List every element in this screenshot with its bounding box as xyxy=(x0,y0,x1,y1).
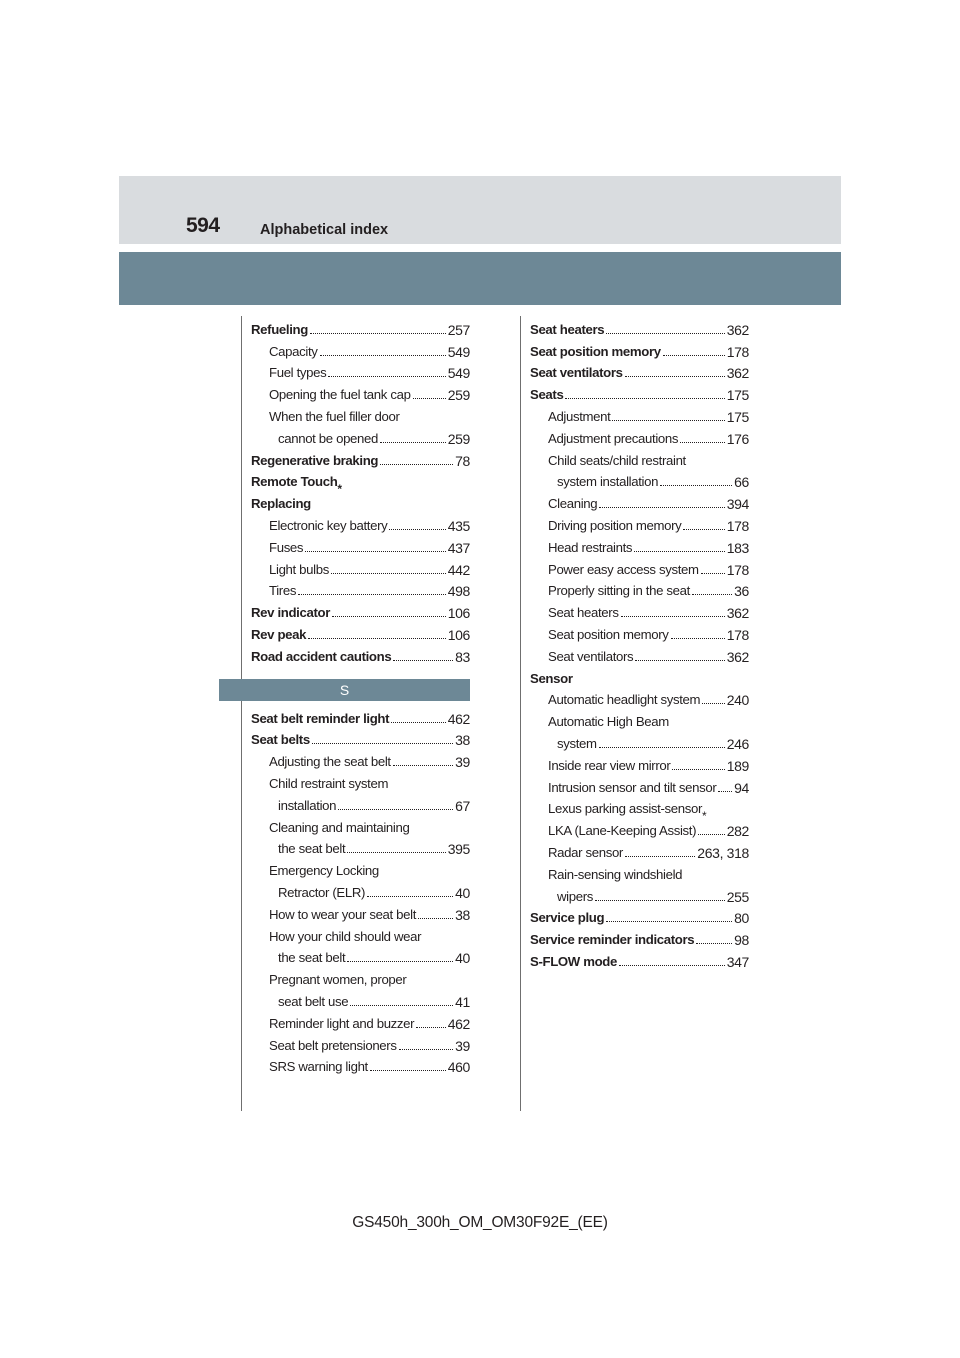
dot-leader xyxy=(565,398,724,399)
dot-leader xyxy=(702,703,725,704)
entry-page-number: 39 xyxy=(455,1037,470,1054)
entry-label: Capacity xyxy=(269,343,318,359)
entry-label: Seat heaters xyxy=(548,605,619,621)
index-entry xyxy=(530,425,749,447)
entry-page-number: 98 xyxy=(734,932,749,949)
entry-label: system installation xyxy=(557,474,659,490)
dot-leader xyxy=(418,918,453,919)
index-entry xyxy=(251,643,470,665)
entry-label: Service plug xyxy=(530,910,605,926)
entry-label: Seat heaters xyxy=(530,321,605,337)
dot-leader xyxy=(380,442,446,443)
index-entry xyxy=(251,599,470,621)
dot-leader xyxy=(660,485,732,486)
entry-page-number: 498 xyxy=(447,583,470,600)
entry-page-number: 41 xyxy=(455,993,470,1010)
index-column-left xyxy=(251,316,470,1075)
index-entry xyxy=(251,381,470,403)
section-title: Alphabetical index xyxy=(260,222,389,238)
index-entry xyxy=(251,534,470,556)
entry-label: Sensor xyxy=(530,670,573,686)
entry-label: Radar sensor xyxy=(548,844,623,860)
entry-label: Rain-sensing windshield xyxy=(548,866,683,882)
entry-page-number: 549 xyxy=(447,365,470,382)
entry-page-number: 40 xyxy=(455,950,470,967)
entry-page-number: 175 xyxy=(726,387,749,404)
entry-label: the seat belt xyxy=(278,841,346,857)
entry-label: SRS warning light xyxy=(269,1059,368,1075)
dot-leader xyxy=(595,900,725,901)
dot-leader xyxy=(331,573,446,574)
index-entries-s xyxy=(251,705,470,1076)
entry-label: Reminder light and buzzer xyxy=(269,1015,415,1031)
entry-label: Adjustment precautions xyxy=(548,430,679,446)
entry-page-number: 255 xyxy=(726,888,749,905)
letter-heading-s: S xyxy=(219,679,470,701)
dot-leader xyxy=(663,355,725,356)
dot-leader xyxy=(399,1049,454,1050)
dot-leader xyxy=(612,420,724,421)
entry-page-number: 240 xyxy=(726,692,749,709)
dot-leader xyxy=(696,943,732,944)
index-entry xyxy=(251,1032,470,1054)
entry-label: Head restraints xyxy=(548,539,633,555)
entry-page-number: 36 xyxy=(734,583,749,600)
entry-label: installation xyxy=(278,797,337,813)
index-entry xyxy=(530,774,749,796)
entry-label: Pregnant women, proper xyxy=(269,972,407,988)
index-entry xyxy=(530,338,749,360)
index-entry xyxy=(530,839,749,861)
index-entry xyxy=(251,814,470,836)
index-entry xyxy=(530,926,749,948)
index-entry xyxy=(251,425,470,447)
index-entry xyxy=(251,512,470,534)
index-entry xyxy=(251,945,470,967)
entry-page-number: 394 xyxy=(726,496,749,513)
entry-page-number: 83 xyxy=(455,648,470,665)
index-column-right xyxy=(530,316,749,970)
entry-label: system xyxy=(557,735,597,751)
dot-leader xyxy=(389,529,445,530)
dot-leader xyxy=(635,660,724,661)
index-entry xyxy=(530,447,749,469)
index-entry xyxy=(530,490,749,512)
entry-label: Intrusion sensor and tilt sensor xyxy=(548,779,717,795)
dot-leader xyxy=(380,464,453,465)
entry-label: Opening the fuel tank cap xyxy=(269,387,411,403)
entry-label: When the fuel filler door xyxy=(269,408,400,424)
dot-leader xyxy=(625,856,695,857)
index-entry xyxy=(530,905,749,927)
entry-page-number: 39 xyxy=(455,754,470,771)
index-entry xyxy=(530,381,749,403)
dot-leader xyxy=(683,529,724,530)
entry-label: Regenerative braking xyxy=(251,452,379,468)
entry-page-number: 67 xyxy=(455,797,470,814)
entry-label: Rev peak xyxy=(251,626,307,642)
dot-leader xyxy=(305,551,446,552)
index-entry xyxy=(251,901,470,923)
entry-label: Driving position memory xyxy=(548,517,682,533)
dot-leader xyxy=(606,333,724,334)
entry-label: cannot be opened xyxy=(278,430,378,446)
entry-label: Power easy access system xyxy=(548,561,699,577)
entry-page-number: 178 xyxy=(726,626,749,643)
entry-page-number: 178 xyxy=(726,517,749,534)
dot-leader xyxy=(328,376,445,377)
entry-label: Remote Touch xyxy=(251,474,338,490)
entry-page-number: 362 xyxy=(726,365,749,382)
dot-leader xyxy=(338,809,453,810)
index-entry xyxy=(251,490,470,512)
dot-leader xyxy=(625,376,725,377)
section-color-band xyxy=(119,252,841,305)
entry-page-number: 395 xyxy=(447,841,470,858)
entry-page-number: 257 xyxy=(447,321,470,338)
index-entry xyxy=(530,316,749,338)
entry-label: Adjustment xyxy=(548,408,611,424)
entry-page-number: 40 xyxy=(455,884,470,901)
entry-label: LKA (Lane-Keeping Assist) xyxy=(548,823,697,839)
entry-page-number: 175 xyxy=(726,408,749,425)
entry-label: Child restraint system xyxy=(269,775,389,791)
index-entry xyxy=(251,988,470,1010)
entry-label: Fuses xyxy=(269,539,304,555)
entry-label: Automatic headlight system xyxy=(548,692,701,708)
index-entry xyxy=(251,556,470,578)
dot-leader xyxy=(692,594,732,595)
index-entry xyxy=(251,748,470,770)
entry-label: Seat belt pretensioners xyxy=(269,1037,397,1053)
dot-leader xyxy=(416,1027,446,1028)
entry-label: Seat belts xyxy=(251,732,310,748)
entry-label: Child seats/child restraint xyxy=(548,452,686,468)
entry-label: Seat ventilators xyxy=(548,648,634,664)
index-entry xyxy=(251,360,470,382)
entry-label: Seat belt reminder light xyxy=(251,710,390,726)
entry-page-number: 80 xyxy=(734,910,749,927)
index-entry xyxy=(530,730,749,752)
entry-page-number: 259 xyxy=(447,387,470,404)
dot-leader xyxy=(698,834,725,835)
dot-leader xyxy=(718,791,732,792)
entry-page-number: 38 xyxy=(455,732,470,749)
dot-leader xyxy=(370,1070,446,1071)
entry-page-number: 178 xyxy=(726,343,749,360)
dot-leader xyxy=(606,921,732,922)
index-entry xyxy=(530,643,749,665)
entry-page-number: 347 xyxy=(726,953,749,970)
dot-leader xyxy=(393,765,453,766)
entry-label: How your child should wear xyxy=(269,928,422,944)
dot-leader xyxy=(621,616,725,617)
index-entry xyxy=(530,883,749,905)
dot-leader xyxy=(308,638,446,639)
dot-leader xyxy=(701,573,725,574)
dot-leader xyxy=(619,965,725,966)
entry-label: Seat position memory xyxy=(548,626,669,642)
entry-page-number: 259 xyxy=(447,430,470,447)
dot-leader xyxy=(599,507,724,508)
entry-page-number: 435 xyxy=(447,517,470,534)
index-entry xyxy=(251,1054,470,1076)
dot-leader xyxy=(350,1005,453,1006)
index-entries-s-continued xyxy=(530,316,749,970)
index-entry xyxy=(530,469,749,491)
index-entry xyxy=(530,817,749,839)
entry-label: the seat belt xyxy=(278,950,346,966)
header-band xyxy=(119,176,841,244)
entry-page-number: 282 xyxy=(726,823,749,840)
index-entry xyxy=(530,556,749,578)
index-entry xyxy=(251,770,470,792)
entry-label: wipers xyxy=(557,888,594,904)
index-entry xyxy=(530,360,749,382)
entry-label: Seat position memory xyxy=(530,343,661,359)
entry-label: How to wear your seat belt xyxy=(269,906,417,922)
entry-label: Service reminder indicators xyxy=(530,932,695,948)
entry-page-number: 460 xyxy=(447,1059,470,1076)
dot-leader xyxy=(347,961,453,962)
entry-label: Rev indicator xyxy=(251,605,330,621)
dot-leader xyxy=(671,638,725,639)
entry-label: Cleaning xyxy=(548,496,598,512)
dot-leader xyxy=(347,852,445,853)
entry-page-number: 38 xyxy=(455,906,470,923)
entry-page-number: 437 xyxy=(447,539,470,556)
entry-label: seat belt use xyxy=(278,993,349,1009)
index-entry xyxy=(251,578,470,600)
entry-page-number: 263, 318 xyxy=(697,844,749,861)
entry-page-number: 78 xyxy=(455,452,470,469)
index-entry xyxy=(530,512,749,534)
entry-page-number: 442 xyxy=(447,561,470,578)
entry-label: S-FLOW mode xyxy=(530,953,617,969)
entry-label: Adjusting the seat belt xyxy=(269,754,391,770)
entry-label: Seats xyxy=(530,387,564,403)
entry-label: Fuel types xyxy=(269,365,327,381)
dot-leader xyxy=(393,660,453,661)
entry-label: Automatic High Beam xyxy=(548,714,669,730)
index-entry xyxy=(530,752,749,774)
page-number: 594 xyxy=(186,214,220,237)
entry-page-number: 106 xyxy=(447,626,470,643)
entry-page-number: 362 xyxy=(726,648,749,665)
index-entry xyxy=(251,621,470,643)
entry-label: Emergency Locking xyxy=(269,863,379,879)
index-entry xyxy=(251,403,470,425)
entry-page-number: 94 xyxy=(734,779,749,796)
index-entries-r xyxy=(251,316,470,665)
entry-page-number: 183 xyxy=(726,539,749,556)
entry-label: Inside rear view mirror xyxy=(548,757,671,773)
entry-label: Replacing xyxy=(251,496,311,512)
entry-page-number: 462 xyxy=(447,710,470,727)
index-entry xyxy=(530,599,749,621)
index-entry xyxy=(251,857,470,879)
index-entry xyxy=(530,861,749,883)
dot-leader xyxy=(332,616,446,617)
index-entry: Remote Touch * xyxy=(251,474,342,497)
dot-leader xyxy=(680,442,725,443)
middle-column-rule xyxy=(520,316,521,1111)
index-entry xyxy=(251,447,470,469)
index-entry xyxy=(251,923,470,945)
index-entry xyxy=(251,879,470,901)
entry-page-number: 66 xyxy=(734,474,749,491)
entry-page-number: 189 xyxy=(726,757,749,774)
index-entry xyxy=(530,708,749,730)
entry-page-number: 549 xyxy=(447,343,470,360)
entry-label: Cleaning and maintaining xyxy=(269,819,410,835)
index-entry xyxy=(251,338,470,360)
index-entry xyxy=(530,687,749,709)
dot-leader xyxy=(312,743,453,744)
index-entry xyxy=(530,403,749,425)
dot-leader xyxy=(599,747,725,748)
entry-label: Electronic key battery xyxy=(269,517,388,533)
entry-label: Seat ventilators xyxy=(530,365,623,381)
index-entry: Lexus parking assist-sensor * xyxy=(548,801,707,824)
index-entry xyxy=(530,578,749,600)
index-entry xyxy=(251,1010,470,1032)
dot-leader xyxy=(310,333,446,334)
entry-label: Properly sitting in the seat xyxy=(548,583,690,599)
entry-label: Retractor (ELR) xyxy=(278,884,366,900)
entry-label: Refueling xyxy=(251,321,308,337)
dot-leader xyxy=(634,551,725,552)
entry-page-number: 178 xyxy=(726,561,749,578)
index-entry xyxy=(251,705,470,727)
index-entry xyxy=(530,665,749,687)
dot-leader xyxy=(367,896,453,897)
entry-page-number: 362 xyxy=(726,321,749,338)
index-entry xyxy=(530,948,749,970)
entry-page-number: 462 xyxy=(447,1015,470,1032)
index-entry xyxy=(530,621,749,643)
entry-page-number: 106 xyxy=(447,605,470,622)
index-entry xyxy=(251,836,470,858)
dot-leader xyxy=(320,355,446,356)
entry-label: Light bulbs xyxy=(269,561,329,577)
entry-page-number: 246 xyxy=(726,735,749,752)
index-entry xyxy=(251,316,470,338)
index-entry xyxy=(251,966,470,988)
left-column-rule xyxy=(241,316,242,1111)
index-entry xyxy=(530,534,749,556)
dot-leader xyxy=(391,722,446,723)
document-footer: GS450h_300h_OM_OM30F92E_(EE) xyxy=(352,1214,608,1231)
entry-label: Lexus parking assist-sensor xyxy=(548,801,703,817)
dot-leader xyxy=(413,398,446,399)
entry-label: Tires xyxy=(269,583,297,599)
index-entry xyxy=(251,792,470,814)
entry-page-number: 176 xyxy=(726,430,749,447)
entry-page-number: 362 xyxy=(726,605,749,622)
index-entry xyxy=(251,727,470,749)
dot-leader xyxy=(672,769,724,770)
dot-leader xyxy=(298,594,446,595)
entry-label: Road accident cautions xyxy=(251,648,392,664)
